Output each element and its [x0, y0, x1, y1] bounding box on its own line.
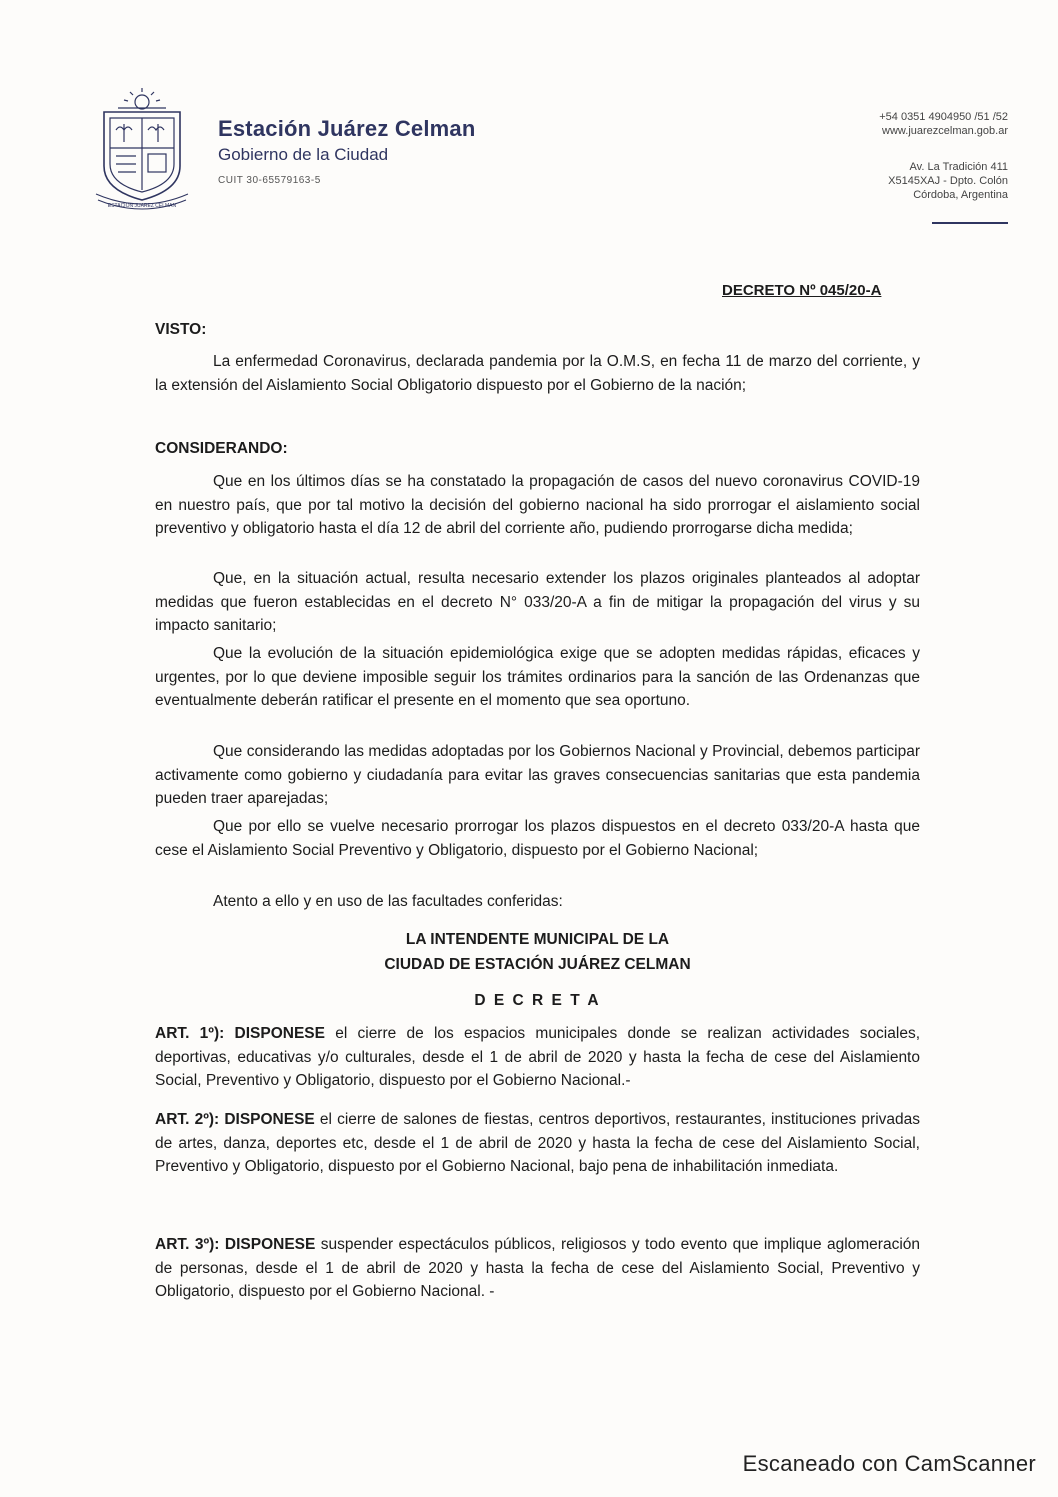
considerando-paragraph: Que considerando las medidas adoptadas por los Gobiernos Nacional y Provincial, debemos participar activamente como gobierno y ciudadanía para evitar las graves consecuencias sanitarias que esta pandemia pueden traer aparejadas;: [155, 743, 920, 808]
article-verb: DISPONESE: [224, 1111, 315, 1128]
article-2: [155, 1108, 920, 1179]
address-line-2: X5145XAJ - Dpto. Colón: [888, 175, 1008, 187]
article-label: ART. 1º):: [155, 1025, 225, 1042]
municipal-crest-logo: [86, 86, 198, 214]
article-text: el cierre de salones de fiestas, centros deportivos, restaurantes, instituciones privadas de artes, danza, deportes etc, desde el 1 de abril de 2020 y hasta la fecha de cese del Aislamiento Social, Preventivo y Obligatorio, dispuesto por el Gobierno Nacional, bajo pena de inhabilitación inmediata.: [155, 1111, 921, 1176]
address-line-3: Córdoba, Argentina: [913, 189, 1008, 201]
decree-number: DECRETO Nº 045/20-A: [722, 282, 882, 299]
address-line-1: Av. La Tradición 411: [909, 161, 1008, 173]
organization-cuit: CUIT 30-65579163-5: [218, 175, 321, 186]
article-label: ART. 3º):: [155, 1236, 220, 1253]
considerando-paragraph: Que, en la situación actual, resulta necesario extender los plazos originales planteados al adoptar medidas que fueron establecidas en el decreto N° 033/20-A a fin de mitigar la propagación del virus y su impacto sanitario;: [155, 570, 920, 635]
considerando-paragraph: Que la evolución de la situación epidemiológica exige que se adopten medidas rápidas, eficaces y urgentes, por lo que deviene imposible seguir los trámites ordinarios para la sanción de las Ordenanzas que eventualmente deberán ratificar el presente en el momento que sea oportuno.: [155, 645, 920, 710]
visto-paragraph: La enfermedad Coronavirus, declarada pandemia por la O.M.S, en fecha 11 de marzo del corriente, y la extensión del Aislamiento Social Obligatorio dispuesto por el Gobierno de la nación;: [155, 353, 920, 394]
camscanner-watermark: Escaneado con CamScanner: [742, 1451, 1036, 1476]
visto-heading: VISTO:: [155, 321, 207, 338]
article-verb: DISPONESE: [234, 1025, 325, 1042]
article-text: suspender espectáculos públicos, religiosos y todo evento que implique aglomeración de personas, desde el 1 de abril de 2020 y hasta la fecha de cese del Aislamiento Social, Preventivo y Obligatorio, dispuesto por el Gobierno Nacional. -: [155, 1236, 921, 1301]
considerando-paragraph: Que en los últimos días se ha constatado la propagación de casos del nuevo coronavirus COVID-19 en nuestro país, que por tal motivo la decisión del gobierno nacional ha sido prorrogar el aislamiento social preventivo y obligatorio hasta el día 12 de abril del corriente año, pudiendo prorrogarse dicha medida;: [155, 473, 920, 538]
article-label: ART. 2º):: [155, 1111, 220, 1128]
authority-line-1: LA INTENDENTE MUNICIPAL DE LA: [405, 931, 670, 948]
organization-subtitle: Gobierno de la Ciudad: [218, 145, 389, 164]
considerando-paragraph: Atento a ello y en uso de las facultades conferidas:: [213, 893, 563, 910]
article-verb: DISPONESE: [224, 1236, 316, 1253]
organization-name: Estación Juárez Celman: [218, 116, 476, 141]
article-text: el cierre de los espacios municipales donde se realizan actividades sociales, deportivas, educativas y/o culturales, desde el 1 de abril de 2020 y hasta la fecha de cese del Aislamiento Social, Preventivo y Obligatorio, dispuesto por el Gobierno Nacional.-: [155, 1025, 920, 1090]
decreta-heading: D E C R E T A: [474, 992, 601, 1009]
article-3: [155, 1233, 920, 1304]
contact-phone: +54 0351 4904950 /51 /52: [879, 111, 1008, 123]
contact-block: [879, 110, 1008, 202]
crest-ribbon-text: ESTACION JUAREZ CELMAN: [107, 203, 177, 209]
header-divider: [932, 222, 1008, 224]
considerando-paragraph: Que por ello se vuelve necesario prorrogar los plazos dispuestos en el decreto 033/20-A hasta que cese el Aislamiento Social Preventivo y Obligatorio, dispuesto por el Gobierno Nacional;: [155, 818, 920, 859]
organization-block: [218, 116, 476, 186]
contact-website: www.juarezcelman.gob.ar: [882, 125, 1008, 137]
considerando-heading: CONSIDERANDO:: [155, 440, 288, 457]
authority-line-2: CIUDAD DE ESTACIÓN JUÁREZ CELMAN: [384, 956, 691, 973]
article-1: [155, 1022, 920, 1093]
